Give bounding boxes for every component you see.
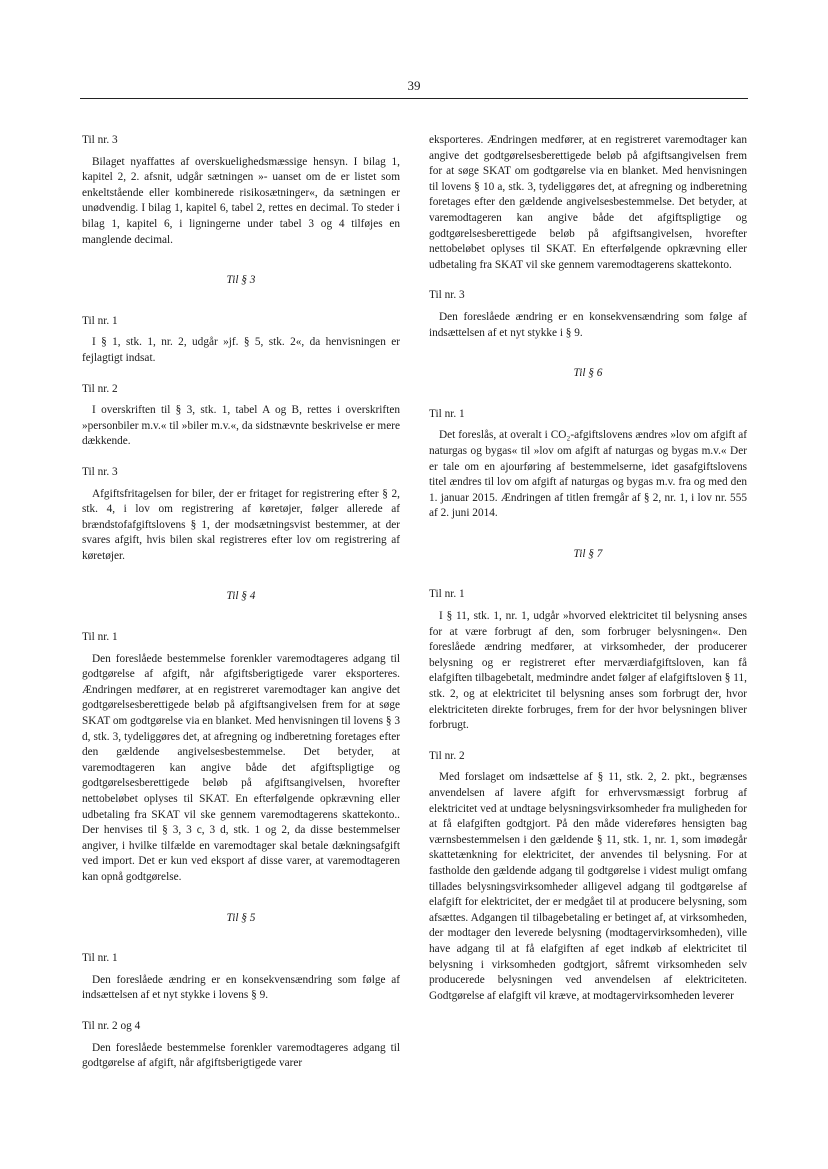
paragraph: Den foreslåede ændring er en konsekvensændring som følge af indsættelsen af et nyt stykke i § 9. [429, 310, 747, 339]
left-column [82, 133, 400, 1072]
section-heading: Til § 3 [226, 274, 256, 287]
paragraph: I § 1, stk. 1, nr. 2, udgår »jf. § 5, stk. 2«, da henvisningen er fejlagtigt indsat. [82, 336, 400, 364]
header-rule [80, 98, 748, 99]
subheading: Til nr. 2 og 4 [82, 1019, 141, 1032]
paragraph: Den foreslåede bestemmelse forenkler varemodtageres adgang til godtgørelse af afgift, når afgiftsberigtigede varer [82, 1041, 400, 1070]
paragraph: Afgiftsfritagelsen for biler, der er fritaget for registrering efter § 2, stk. 4, i lov om registrering af køretøjer, følger allerede af brændstofafgiftslovens § 1, der modsætningsvist bestemmer, at der svares afgift, hvis bilen skal registreres efter lov om registrering af køretøjer. [82, 487, 400, 562]
paragraph: Med forslaget om indsættelse af § 11, stk. 2, 2. pkt., begrænses anvendelsen af lavere afgift for erhvervsmæssigt forbrug af elektricitet ved at undtage belysningsvirksomheder fra muligheden for at få elafgiften godtgjort. På den måde videreføres hensigten bag værnsbestemmelsen i den gældende § 11, stk. 1, nr. 1, som imødegår skattetænkning for elektricitet, der anvendes til belysning. For at fastholde den gældende adgang til godtgørelse i videst muligt omfang tillades belysningsvirksomheder alligevel adgang til godtgørelse af elafgift for elektricitet, der er medgået til at producere belysning, som afsættes. Adgangen til tilbagebetaling er betinget af, at virksomheden, der modtager den leverede belysning (modtagervirksomheden), ville have adgang til at få elafgiften af eget indkøb af elektricitet til belysning i virksomheden godtgjort, såfremt virksomheden selv producerede belysningen ved anvendelsen af elektriciteten. Godtgørelse af elafgift vil kræve, at modtagervirksomheden leverer [429, 771, 747, 1002]
section-heading: Til § 5 [226, 911, 256, 924]
page-number: 39 [407, 78, 421, 93]
paragraph: I § 11, stk. 1, nr. 1, udgår »hvorved elektricitet til belysning anses for at være forbrugt af den, som forbruger belysningen«. Den foreslåede ændring medfører, at virksomheder, der producerer belysning og er registreret efter merværdiafgiftsloven, kan få elafgiften tilbagebetalt, medmindre andet følger af elafgiftsloven § 11, stk. 2, og at elektricitet til belysning anses som forbrugt der, hvor elektriciteten direkte forbruges, frem for der hvor belysningen bliver forbrugt. [429, 610, 747, 732]
section-heading: Til § 6 [573, 367, 603, 380]
paragraph: Den foreslåede ændring er en konsekvensændring som følge af indsættelsen af et nyt stykke i lovens § 9. [82, 973, 400, 1002]
subheading: Til nr. 3 [82, 134, 118, 146]
subheading: Til nr. 1 [82, 631, 118, 644]
subheading: Til nr. 3 [429, 289, 465, 302]
paragraph: I overskriften til § 3, stk. 1, tabel A og B, rettes i overskriften »personbiler m.v.« til »biler m.v.«, da sidstnævnte beskrivelse er mere dækkende. [82, 404, 400, 448]
subheading: Til nr. 2 [429, 749, 465, 762]
paragraph-continued: eksporteres. Ændringen medfører, at en registreret varemodtager kan angive det godtgørelsesberettigede beløb på afgiftsangivelsen frem for at søge SKAT om godtgørelse via en blanket. Med henvisningen til lovens § 10 a, stk. 3, tydeliggøres det, at afregning og indberetning foretages efter den gældende angivelsesbestemmelse. Det betyder, at varemodtageren kan angive både det afgiftspligtige og godtgørelsesberettigede beløb på afgiftsangivelsen, hvorefter nettobeløbet oplyses til SKAT. En efterfølgende opkrævning eller udbetaling fra SKAT vil ske gennem varemodtagerens skattekonto. [429, 134, 747, 271]
section-heading: Til § 4 [226, 590, 256, 603]
subheading: Til nr. 1 [82, 952, 118, 965]
subheading: Til nr. 1 [429, 588, 465, 601]
paragraph: Det foreslås, at overalt i CO₂-afgiftslovens ændres »lov om afgift af naturgas og bygas« til »lov om afgift af naturgas og bygas m.v.« Der er tale om en ajourføring af bestemmelserne, idet gasafgiftslovens titel ændres til lov om afgift af naturgas og bygas m.v. fra og med den 1. januar 2015. Ændringen af titlen fremgår af § 2, nr. 1, i lov nr. 555 af 2. juni 2014. [429, 429, 747, 520]
subheading: Til nr. 1 [82, 314, 118, 327]
subheading: Til nr. 3 [82, 465, 118, 478]
right-column [429, 133, 747, 1004]
paragraph: Den foreslåede bestemmelse forenkler varemodtageres adgang til godtgørelse af afgift, når afgiftsberigtigede varer eksporteres. Ændringen medfører, at en registreret varemodtager kan angive det godtgørelsesberettigede beløb på afgiftsangivelsen frem for at søge SKAT om godtgørelse via en blanket. Med henvisningen til lovens § 3 d, stk. 3, tydeliggøres det, at afregning og indberetning foretages efter den gældende angivelsesbestemmelse. Det betyder, at varemodtageren kan angive både det afgiftspligtige og godtgørelsesberettigede beløb på afgiftsangivelsen, hvorefter nettobeløbet oplyses til SKAT. En efterfølgende opkrævning eller udbetaling fra SKAT vil ske gennem varemodtagerens skattekonto.. Der henvises til § 3, 3 c, 3 d, stk. 1 og 2, da disse bestemmelser angiver, i hvilke tilfælde en varemodtager skal betale dækningsafgift ved import. Det er kun ved eksport af disse varer, at varemodtageren kan opnå godtgørelse. [82, 652, 400, 883]
paragraph: Bilaget nyaffattes af overskuelighedsmæssige hensyn. I bilag 1, kapitel 2, 2. afsnit, udgår sætningen »- uanset om de er listet som enkeltstående eller kombinerede risikosætninger«, da sætningen er unødvendig. I bilag 1, kapitel 6, tabel 2, rettes en decimal. To steder i bilag 1, kapitel 6, i ligningerne under tabel 3 og 4 tilføjes en manglende decimal. [82, 155, 400, 246]
subheading: Til nr. 2 [82, 382, 118, 395]
section-heading: Til § 7 [573, 547, 603, 560]
subheading: Til nr. 1 [429, 407, 465, 420]
